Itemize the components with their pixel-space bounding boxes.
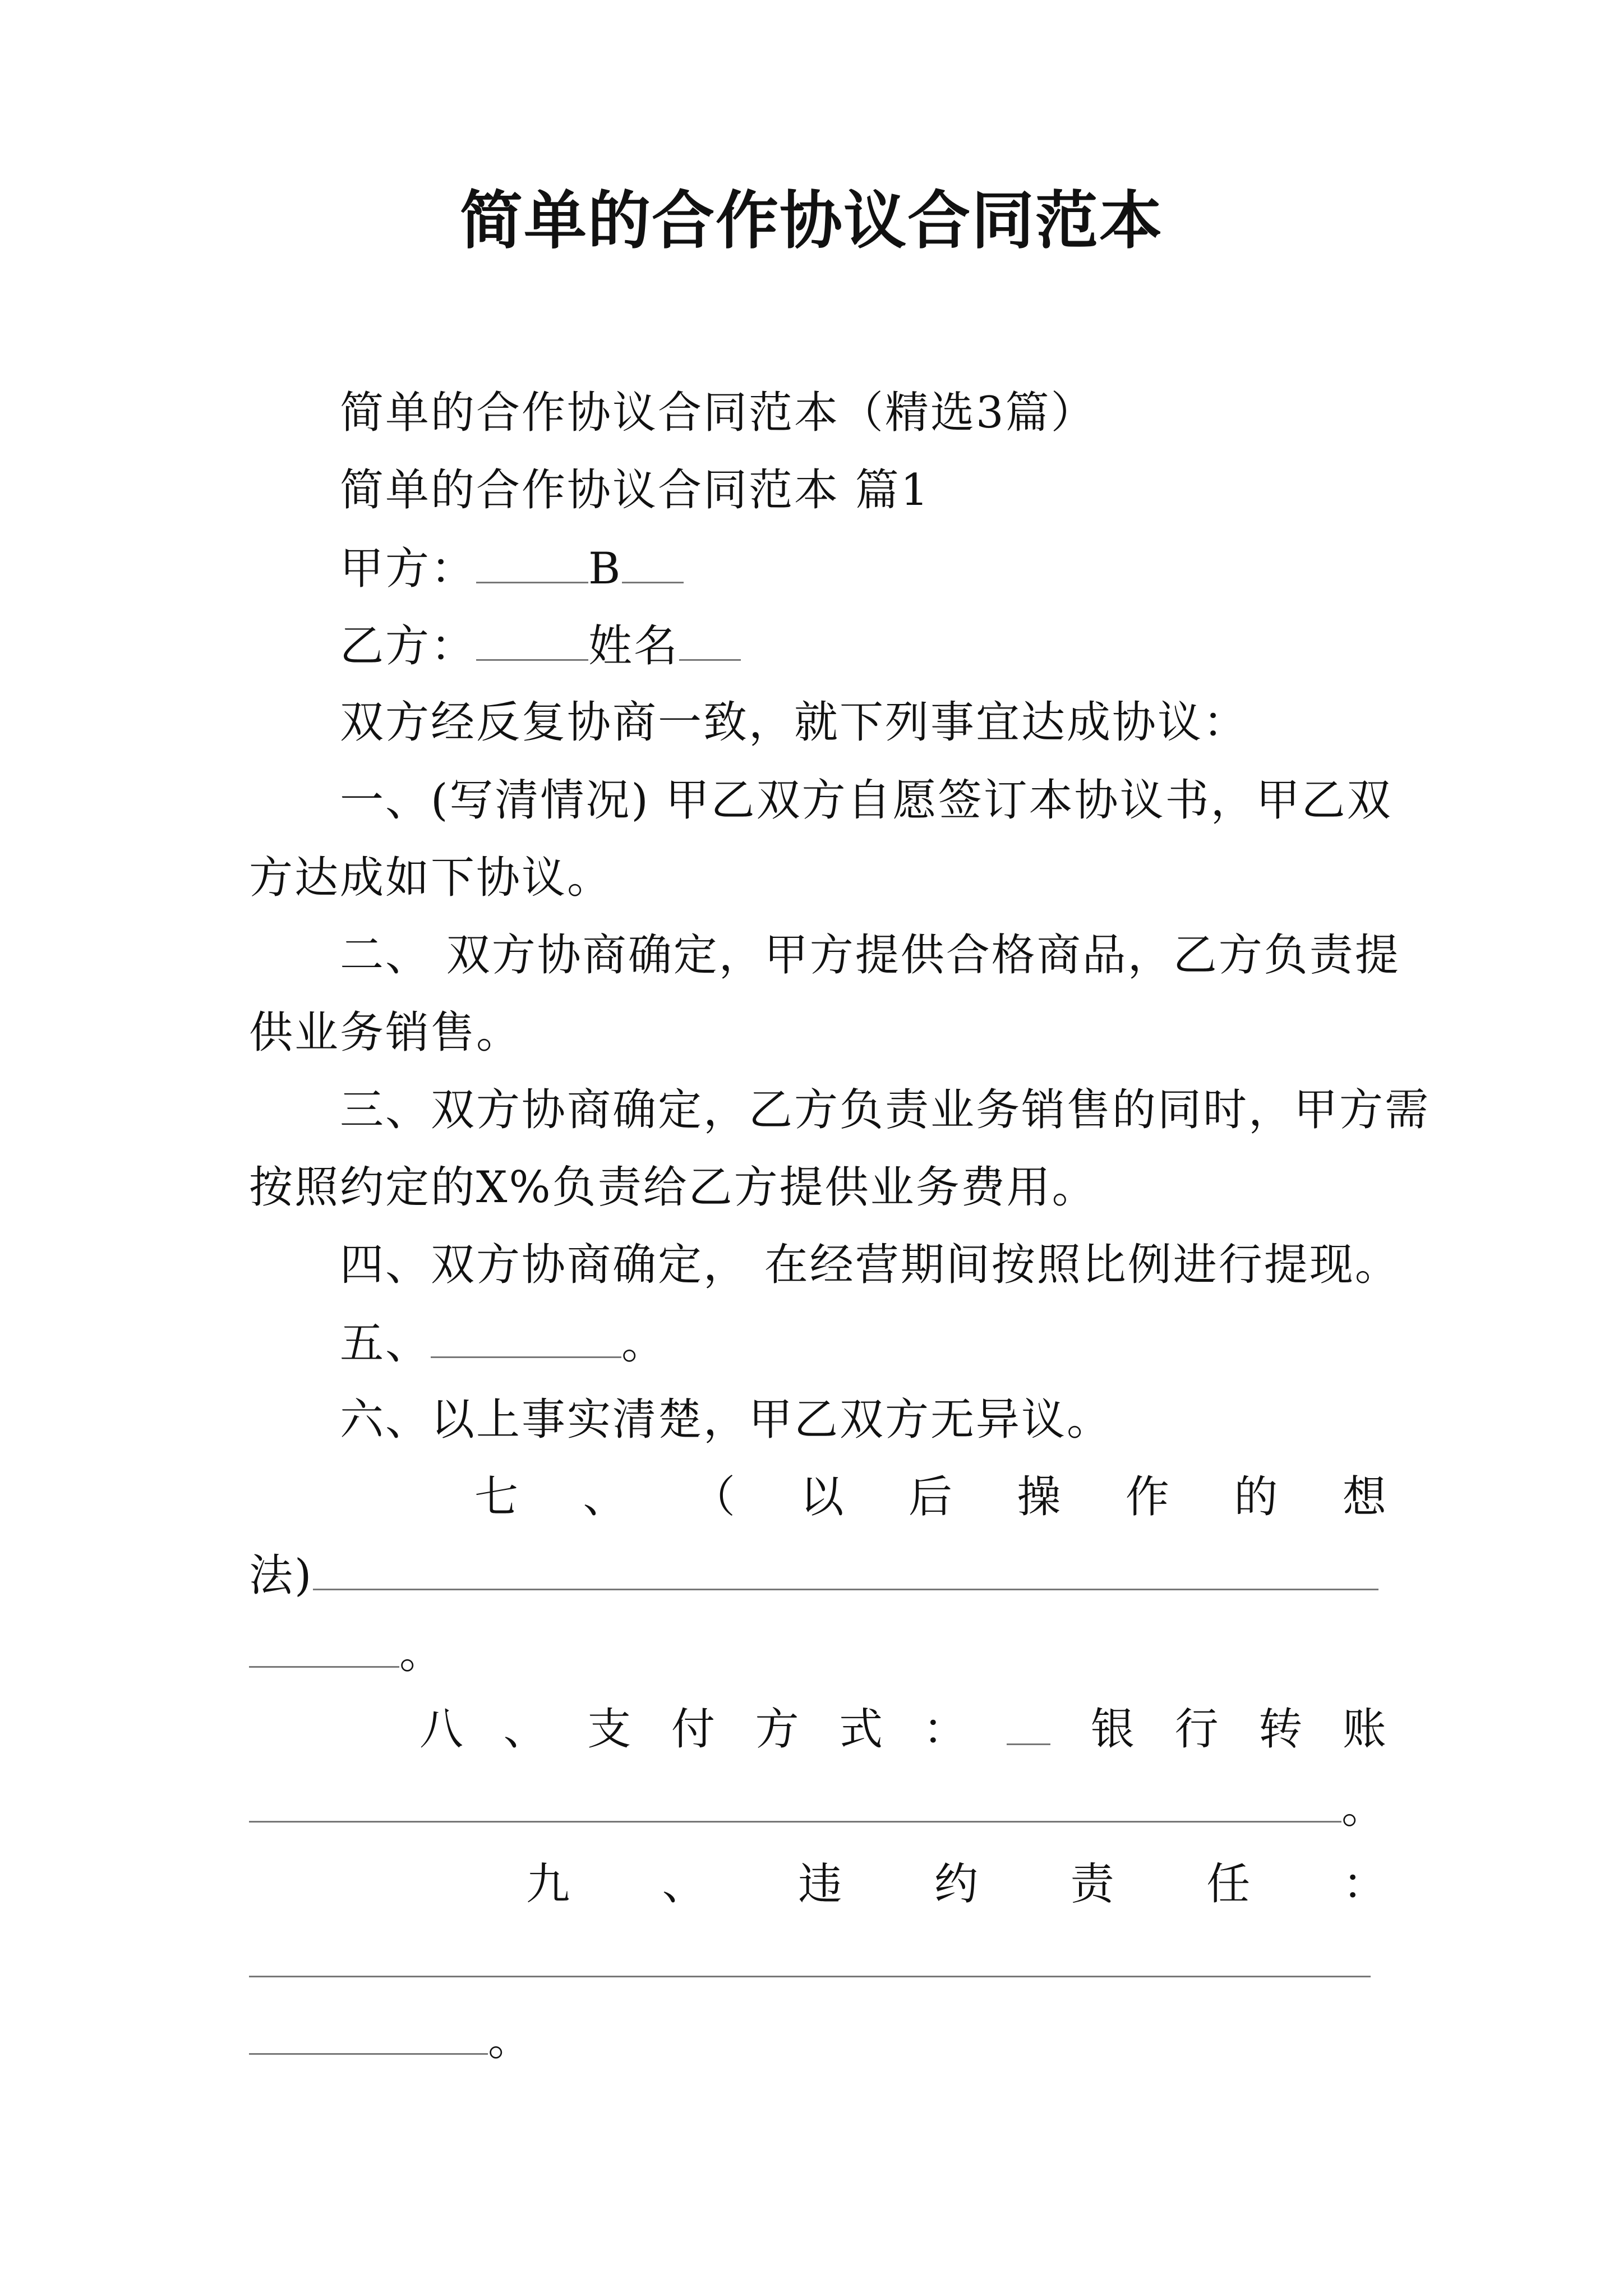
- clause-7-char: 操: [1017, 1472, 1061, 1522]
- party-a-blank: [476, 546, 588, 583]
- clause-2-line-2: 供业务销售。: [249, 1007, 522, 1058]
- clause-7-char: 后: [908, 1472, 952, 1522]
- clause-7-line-3: [249, 1628, 445, 1678]
- clause-7-line-2: [249, 1550, 1378, 1601]
- clause-8-char: 转: [1258, 1704, 1303, 1755]
- party-b-line: [340, 621, 741, 671]
- party-a-line: [340, 544, 684, 594]
- party-a-blank-tail: [622, 546, 684, 583]
- clause-7-char: 以: [800, 1472, 844, 1522]
- clause-9-line-2: [249, 1940, 1371, 1985]
- clause-8-blank: [249, 1785, 1341, 1823]
- clause-8-char: 方: [755, 1704, 799, 1755]
- party-a-label: 甲方：: [340, 544, 477, 594]
- clause-7-line-2-text: 法): [249, 1550, 313, 1601]
- clause-3-line-2: 按照约定的X%负责给乙方提供业务费用。: [249, 1162, 1098, 1213]
- party-b-value: 姓名: [588, 621, 680, 671]
- clause-5-blank: [431, 1320, 621, 1358]
- clause-8-char: 式: [839, 1704, 883, 1755]
- clause-9-line-1: [526, 1859, 1386, 1910]
- clause-1-line-1: 一、(写清情况) 甲乙双方自愿签订本协议书，甲乙双: [340, 775, 1393, 826]
- clause-9-char: ：: [1342, 1859, 1386, 1910]
- clause-8-value: 银: [1090, 1704, 1135, 1755]
- clause-8-char: 八: [419, 1704, 464, 1755]
- clause-8-char: 、: [503, 1704, 547, 1755]
- clause-4-line: 四、双方协商确定， 在经营期间按照比例进行提现。: [340, 1240, 1400, 1290]
- clause-9-char: 约: [934, 1859, 978, 1910]
- clause-9-char: 违: [798, 1859, 842, 1910]
- clause-9-char: 、: [662, 1859, 706, 1910]
- clause-7-char: 的: [1234, 1472, 1278, 1522]
- clause-7-char: 想: [1342, 1472, 1386, 1522]
- clause-8-char: 行: [1174, 1704, 1219, 1755]
- clause-9-end: 。: [488, 2015, 534, 2065]
- clause-1-line-2: 方达成如下协议。: [249, 853, 613, 903]
- clause-5-end: 。: [621, 1318, 667, 1369]
- party-b-label: 乙方：: [340, 621, 477, 671]
- document-title: 简单的合作协议合同范本: [460, 184, 1163, 257]
- party-a-value: B: [588, 544, 623, 594]
- clause-8-char: 付: [671, 1704, 715, 1755]
- clause-7-end: 。: [399, 1628, 445, 1678]
- clause-8-char: 支: [587, 1704, 631, 1755]
- clause-9-blank-tail: [249, 2017, 488, 2055]
- intro-line: 双方经反复协商一致，就下列事宜达成协议：: [340, 697, 1249, 748]
- party-b-blank-tail: [679, 623, 741, 661]
- clause-7-char: 、: [583, 1472, 627, 1522]
- clause-9-char: 九: [526, 1859, 570, 1910]
- clause-7-char: 作: [1125, 1472, 1169, 1522]
- clause-7-char: （: [691, 1472, 735, 1522]
- clause-3-line-1: 三、双方协商确定，乙方负责业务销售的同时，甲方需: [340, 1085, 1431, 1135]
- clause-9-char: 责: [1070, 1859, 1114, 1910]
- part-heading: 简单的合作协议合同范本 篇1: [340, 465, 930, 516]
- clause-8-blank-short: [1007, 1708, 1050, 1745]
- clause-5-line: [340, 1318, 667, 1369]
- clause-7-char: 七: [474, 1472, 519, 1522]
- subtitle: 简单的合作协议合同范本（精选3篇）: [340, 388, 1096, 438]
- clause-8-line-2: [249, 1783, 1387, 1833]
- clause-9-char: 任: [1206, 1859, 1251, 1910]
- clause-9-blank: [249, 1940, 1371, 1977]
- clause-6-line: 六、以上事实清楚，甲乙双方无异议。: [340, 1395, 1113, 1445]
- clause-8-char: 账: [1342, 1704, 1386, 1755]
- clause-8-end: 。: [1341, 1783, 1387, 1833]
- clause-9-line-3: [249, 2015, 534, 2065]
- clause-2-line-1: 二、 双方协商确定，甲方提供合格商品，乙方负责提: [340, 930, 1400, 981]
- clause-7-blank: [313, 1553, 1378, 1590]
- clause-7-blank-tail: [249, 1630, 399, 1668]
- clause-8-line-1: [419, 1704, 1386, 1755]
- clause-7-line-1: [474, 1472, 1386, 1522]
- clause-5-label: 五、: [340, 1318, 431, 1369]
- party-b-blank: [476, 623, 588, 661]
- clause-8-char: ：: [923, 1704, 967, 1755]
